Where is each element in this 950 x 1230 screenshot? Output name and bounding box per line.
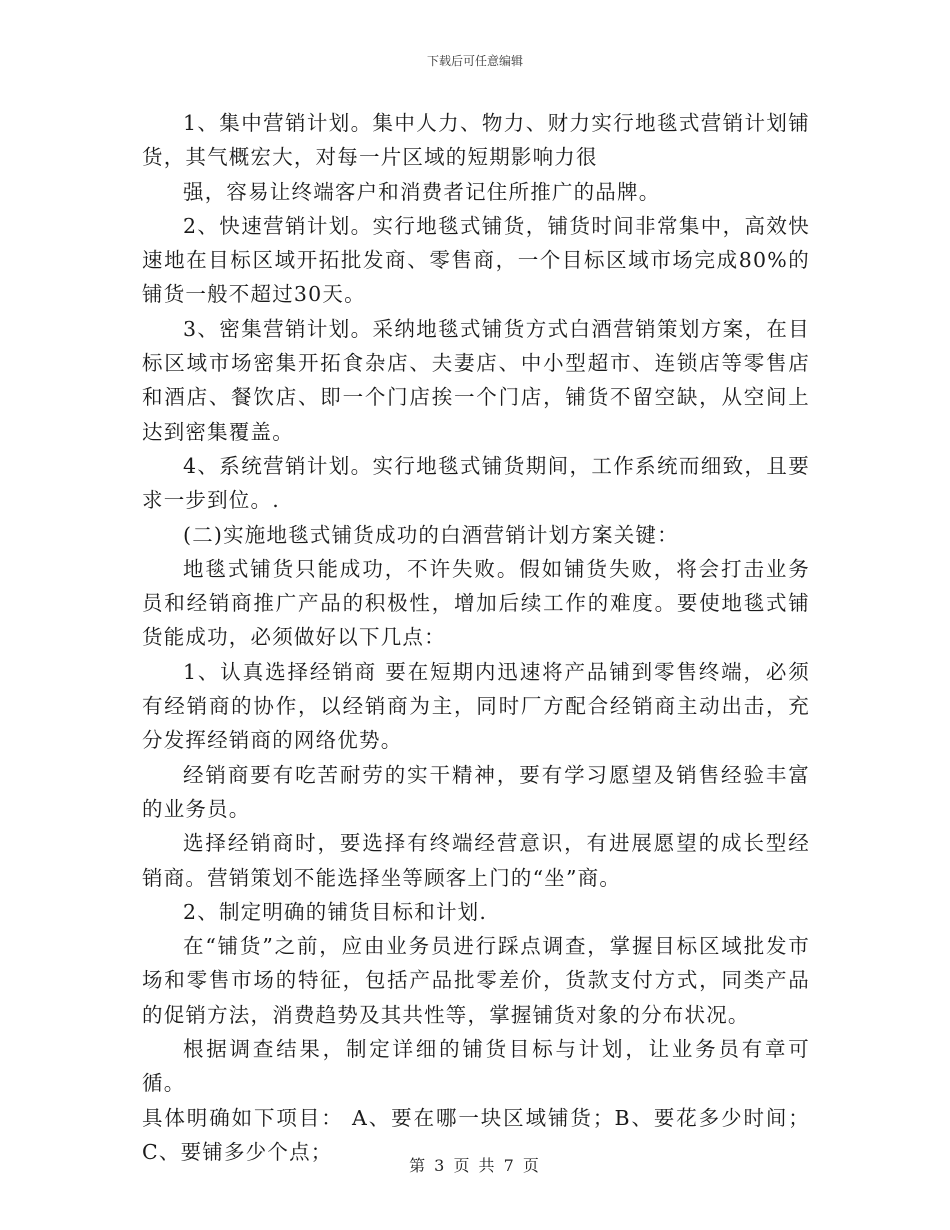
paragraph-set-targets: 2、制定明确的铺货目标和计划. [183, 899, 488, 924]
paragraph-choose-distributor: 1、认真选择经销商 要在短期内迅速将产品铺到零售终端，必须有经销商的协作，以经销商为主，同时厂方配合经销商主动出击，充分发挥经销商的网络优势。 [142, 659, 810, 753]
page-header-note: 下载后可任意编辑 [426, 54, 523, 68]
document-body [142, 106, 810, 1169]
paragraph-concentrated-plan: 1、集中营销计划。集中人力、物力、财力实行地毯式营销计划铺货，其气概宏大，对每一片区域的短期影响力很 [142, 111, 810, 170]
section-heading-keys: (二)实施地毯式铺货成功的白酒营销计划方案关键： [183, 522, 679, 547]
paragraph-specific-items: 具体明确如下项目： A、要在哪一块区域铺货；B、要花多少时间；C、要铺多少个点； [142, 1105, 810, 1164]
paragraph-rapid-plan: 2、快速营销计划。实行地毯式铺货，铺货时间非常集中，高效快速地在目标区域开拓批发商、零售商，一个目标区域市场完成80%的铺货一般不超过30天。 [142, 213, 810, 307]
page-number-footer: 第 3 页 共 7 页 [409, 1156, 541, 1175]
paragraph-concentrated-plan-cont: 强，容易让终端客户和消费者记住所推广的品牌。 [183, 179, 661, 204]
paragraph-distributor-selection: 选择经销商时，要选择有终端经营意识，有进展愿望的成长型经销商。营销策划不能选择坐等顾客上门的“坐”商。 [142, 831, 810, 890]
paragraph-systematic-plan: 4、系统营销计划。实行地毯式铺货期间，工作系统而细致，且要求一步到位。. [142, 453, 810, 513]
paragraph-dense-plan: 3、密集营销计划。采纳地毯式铺货方式白酒营销策划方案，在目标区域市场密集开拓食杂店、夫妻店、中小型超市、连锁店等零售店和酒店、餐饮店、即一个门店挨一个门店，铺货不留空缺，从空间上达到密集覆盖。 [142, 316, 810, 444]
paragraph-distributor-spirit: 经销商要有吃苦耐劳的实干精神，要有学习愿望及销售经验丰富的业务员。 [142, 762, 810, 821]
paragraph-field-survey: 在“铺货”之前，应由业务员进行踩点调查，掌握目标区域批发市场和零售市场的特征，包括产品批零差价，货款支付方式，同类产品的促销方法，消费趋势及其共性等，掌握铺货对象的分布状况。 [142, 934, 810, 1027]
paragraph-survey-results: 根据调查结果，制定详细的铺货目标与计划，让业务员有章可循。 [142, 1037, 810, 1096]
paragraph-must-succeed: 地毯式铺货只能成功，不许失败。假如铺货失败，将会打击业务员和经销商推广产品的积极性，增加后续工作的难度。要使地毯式铺货能成功，必须做好以下几点： [142, 556, 810, 650]
